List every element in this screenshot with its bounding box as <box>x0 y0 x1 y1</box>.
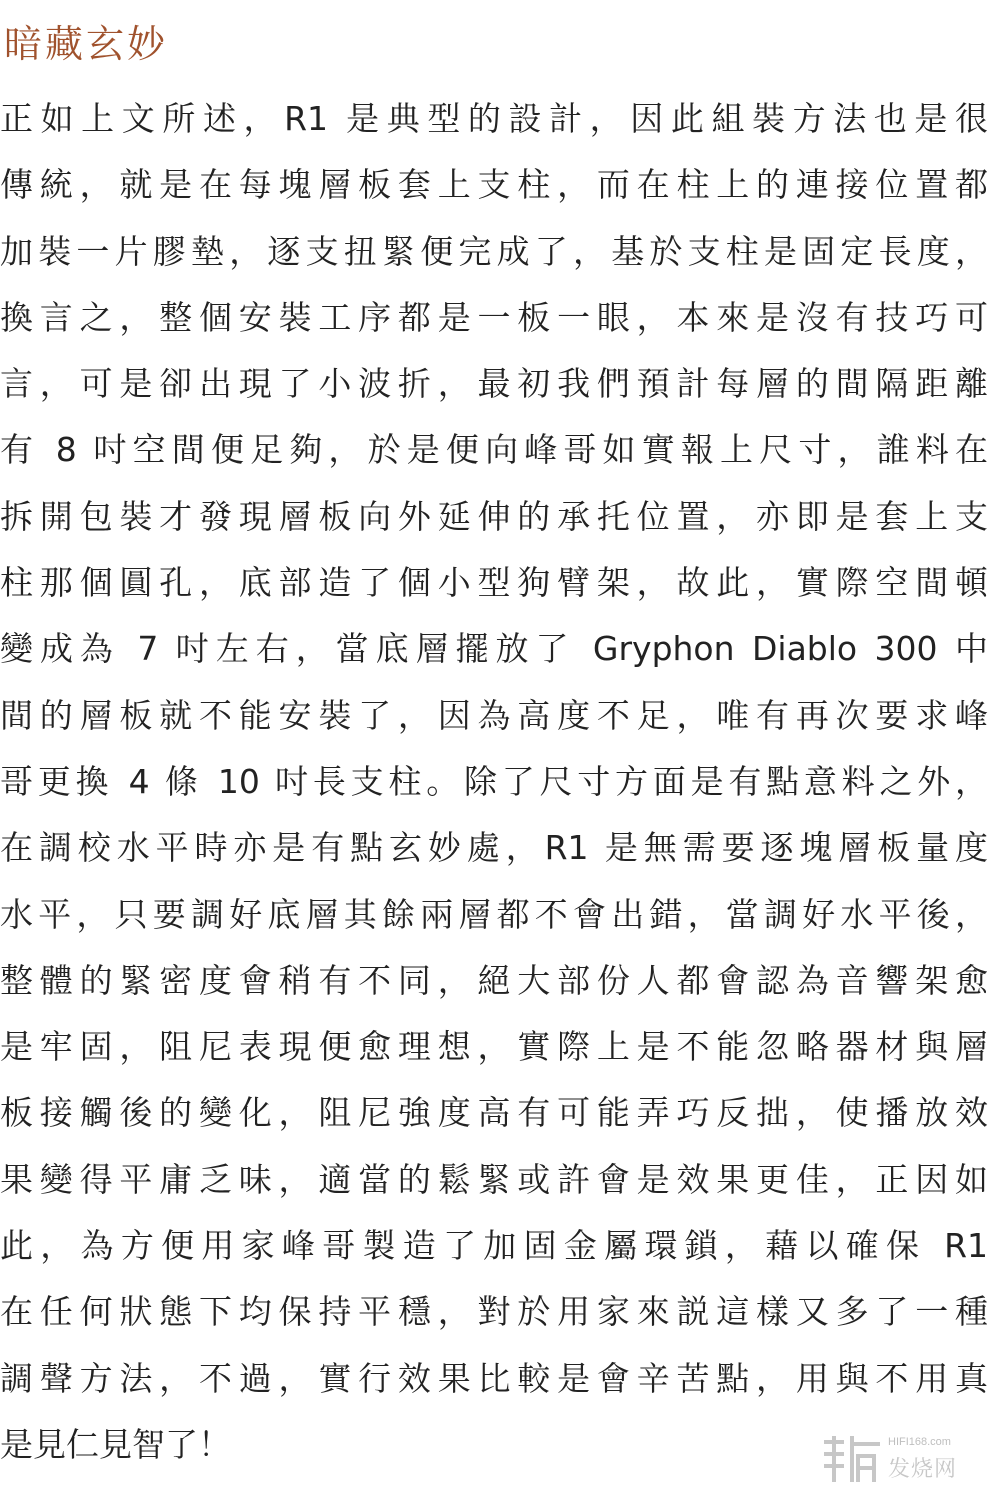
body-line: 板接觸後的變化，阻尼強度高有可能弄巧反拙，使播放效 <box>0 1093 988 1133</box>
body-line: 變成為 7 吋左右，當底層擺放了 Gryphon Diablo 300 中 <box>0 629 988 669</box>
body-line: 傳統，就是在每塊層板套上支柱，而在柱上的連接位置都 <box>0 165 988 205</box>
body-line: 在任何狀態下均保持平穩，對於用家來説這樣又多了一種 <box>0 1292 988 1332</box>
watermark-name: 发烧网 <box>888 1457 958 1482</box>
body-line: 哥更換 4 條 10 吋長支柱。除了尺寸方面是有點意料之外， <box>0 761 988 801</box>
body-line: 調聲方法，不過，實行效果比較是會辛苦點，用與不用真 <box>0 1358 988 1398</box>
body-line: 有 8 吋空間便足夠，於是便向峰哥如實報上尺寸，誰料在 <box>0 430 988 470</box>
body-line: 換言之，整個安裝工序都是一板一眼，本來是沒有技巧可 <box>0 297 988 337</box>
watermark-logo-icon <box>820 1434 884 1484</box>
body-line: 正如上文所述，R1 是典型的設計，因此組裝方法也是很 <box>0 99 988 138</box>
body-line: 此，為方便用家峰哥製造了加固金屬環鎖，藉以確保 R1 <box>0 1226 988 1266</box>
body-line: 言，可是卻出現了小波折，最初我們預計每層的間隔距離 <box>0 364 988 404</box>
body-line: 整體的緊密度會稍有不同，絕大部份人都會認為音響架愈 <box>0 960 988 1000</box>
section-heading: 暗藏玄妙 <box>4 22 169 66</box>
body-line: 是牢固，阻尼表現便愈理想，實際上是不能忽略器材與層 <box>0 1027 988 1067</box>
body-line: 果變得平庸乏味，適當的鬆緊或許會是效果更佳，正因如 <box>0 1159 988 1199</box>
site-watermark <box>820 1430 970 1486</box>
body-line: 在調校水平時亦是有點玄妙處，R1 是無需要逐塊層板量度 <box>0 828 988 868</box>
body-line: 水平，只要調好底層其餘兩層都不會出錯，當調好水平後， <box>0 894 988 934</box>
article-body <box>0 86 988 1478</box>
body-line: 加裝一片膠墊，逐支扭緊便完成了，基於支柱是固定長度， <box>0 231 988 271</box>
body-line: 柱那個圓孔，底部造了個小型狗臂架，故此，實際空間頓 <box>0 563 988 603</box>
watermark-url: HIFI168.com <box>888 1436 951 1448</box>
body-line: 間的層板就不能安裝了，因為高度不足，唯有再次要求峰 <box>0 695 988 735</box>
body-line: 是見仁見智了！ <box>0 1424 231 1464</box>
body-line: 拆開包裝才發現層板向外延伸的承托位置，亦即是套上支 <box>0 496 988 536</box>
